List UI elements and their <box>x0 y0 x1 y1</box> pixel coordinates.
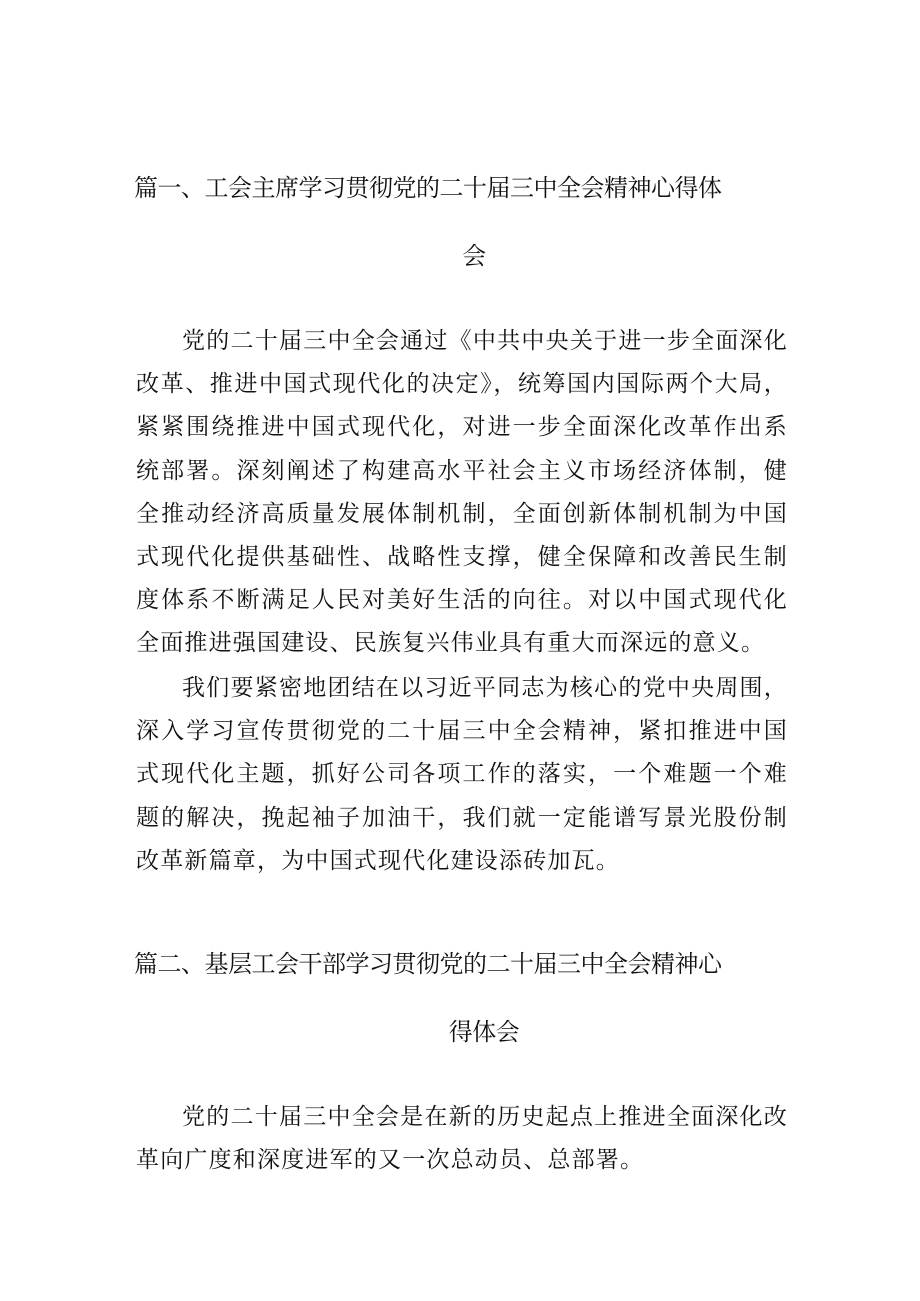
section-2-title <box>134 930 754 1066</box>
section-1-title-line2: 会 <box>462 242 486 270</box>
section-1-title-line1: 篇一、工会主席学习贯彻党的二十届三中全会精神心得体 <box>134 174 722 202</box>
section-2-title-line1: 篇二、基层工会干部学习贯彻党的二十届三中全会精神心 <box>134 950 722 978</box>
section-1-paragraph-2: 我们要紧密地团结在以习近平同志为核心的党中央周围，深入学习宣传贯彻党的二十届三中全会精神，紧扣推进中国式现代化主题，抓好公司各项工作的落实，一个难题一个难题的解决，挽起袖子加油干，我们就一定能谱写景光股份制改革新篇章，为中国式现代化建设添砖加瓦。 <box>136 675 788 874</box>
section-2-title-line2: 得体会 <box>448 1018 520 1046</box>
section-2-paragraph-1: 党的二十届三中全会是在新的历史起点上推进全面深化改革向广度和深度进军的又一次总动员、总部署。 <box>136 1104 788 1174</box>
section-1-paragraph-1: 党的二十届三中全会通过《中共中央关于进一步全面深化改革、推进中国式现代化的决定》，统筹国内国际两个大局，紧紧围绕推进中国式现代化，对进一步全面深化改革作出系统部署。深刻阐述了构建高水平社会主义市场经济体制，健全推动经济高质量发展体制机制，全面创新体制机制为中国式现代化提供基础性、战略性支撑，健全保障和改善民生制度体系不断满足人民对美好生活的向往。对以中国式现代化全面推进强国建设、民族复兴伟业具有重大而深远的意义。 <box>136 328 788 657</box>
section-1-title <box>134 154 754 290</box>
